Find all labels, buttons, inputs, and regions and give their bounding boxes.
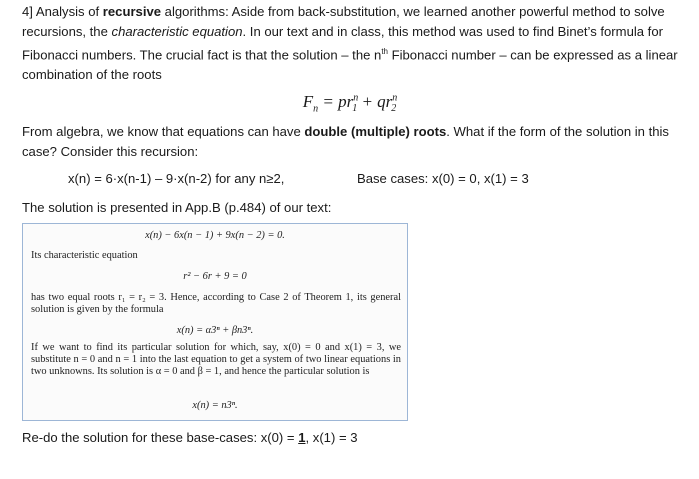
recursion-equation: x(n) = 6·x(n-1) – 9·x(n-2) for any n≥2,: [68, 171, 285, 186]
excerpt-eq1: x(n) − 6x(n − 1) + 9x(n − 2) = 0.: [145, 230, 285, 241]
excerpt-para2: If we want to find its particular solution for which, say, x(0) = 0 and x(1) = 3, we substitute n = 0 and n = 1 into the last equation to get a system of two linear equations in two unknowns. Its solution is α = 0 and β = 1, and hence the particular solution is: [31, 342, 401, 377]
question-paragraph: [22, 122, 682, 162]
question-text: From algebra, we know that equations can have: [22, 124, 305, 139]
task-paragraph: [22, 428, 682, 448]
problem-number: 4]: [22, 4, 33, 19]
excerpt-line1: Its characteristic equation: [31, 250, 138, 261]
intro-superscript: th: [381, 47, 388, 56]
intro-italic: characteristic equation: [111, 24, 243, 39]
intro-text: . In our text and in class, this method was used to find Binet’s formula for Fibonacci numbers. The crucial fact is that the solution – the n: [22, 24, 663, 63]
excerpt-para1: has two equal roots r₁ = r₂ = 3. Hence, according to Case 2 of Theorem 1, its general solution is given by the formula: [31, 292, 401, 315]
excerpt-eq2: r² − 6r + 9 = 0: [183, 271, 247, 282]
excerpt-eq4: x(n) = n3ⁿ.: [192, 400, 238, 411]
intro-text: Analysis of: [32, 4, 103, 19]
formula-r2-sub: 2: [391, 103, 397, 115]
excerpt-eq3: x(n) = α3ⁿ + βn3ⁿ.: [176, 325, 254, 336]
intro-text: Fibonacci number – can be expressed as a linear combination of the roots: [22, 47, 678, 83]
formula-lhs-sub: n: [313, 103, 319, 115]
textbook-excerpt: [22, 223, 408, 421]
binet-formula: [0, 92, 699, 114]
question-text: . What if the form of the solution in this case? Consider this recursion:: [22, 124, 669, 159]
task-text: , x(1) = 3: [305, 430, 358, 445]
question-bold: double (multiple) roots: [304, 124, 447, 139]
intro-paragraph: [22, 2, 682, 85]
formula-lhs: F: [302, 92, 314, 111]
formula-eq: = pr: [318, 92, 354, 111]
task-underlined-value: 1: [298, 430, 306, 445]
base-cases: Base cases: x(0) = 0, x(1) = 3: [357, 171, 529, 186]
formula-r2-sup: n: [392, 92, 398, 104]
solution-reference: The solution is presented in App.B (p.484) of our text:: [22, 200, 332, 215]
intro-bold-recursive: recursive: [102, 4, 162, 19]
intro-text: algorithms: Aside from back-substitution, we learned another powerful method to solve recursions, the: [22, 4, 665, 39]
formula-r1-sup: n: [353, 92, 359, 104]
formula-r1-sub: 1: [352, 103, 358, 115]
formula-plus: + qr: [357, 92, 393, 111]
task-text: Re-do the solution for these base-cases: x(0) =: [22, 430, 299, 445]
